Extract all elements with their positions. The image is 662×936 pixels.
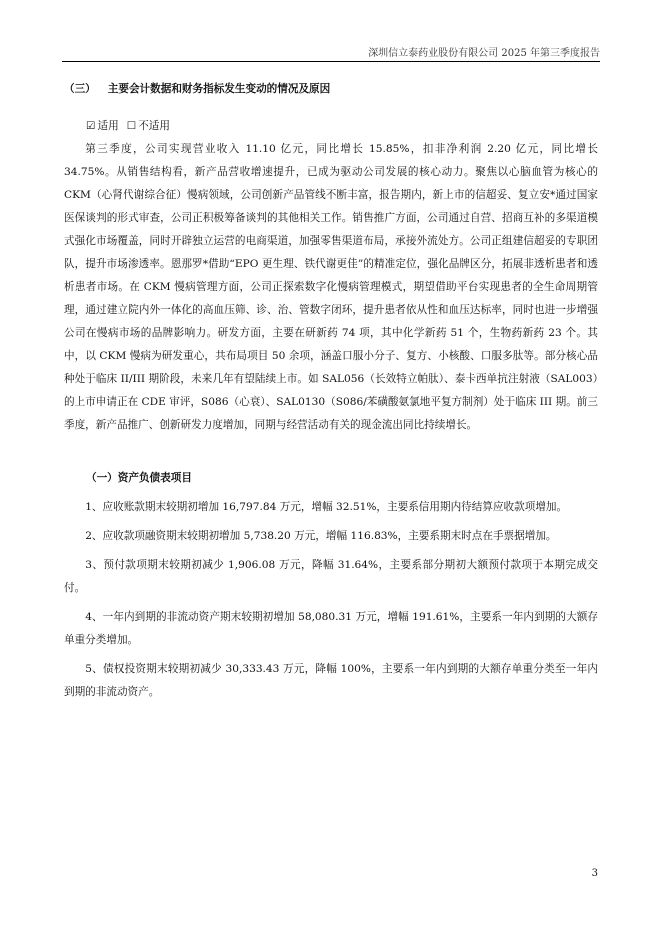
section-title: 主要会计数据和财务指标发生变动的情况及原因 <box>107 83 331 95</box>
balance-item-1: 1、应收账款期末较期初增加 16,797.84 万元，增幅 32.51%，主要系信用期内待结算应收款项增加。 <box>85 501 568 513</box>
not-applicable-label: 不适用 <box>138 120 170 132</box>
page-header-title: 深圳信立泰药业股份有限公司 2025 年第三季度报告 <box>368 48 600 59</box>
balance-item-2: 2、应收款项融资期末较期初增加 5,738.20 万元，增幅 116.83%，主要系期末时点在手票据增加。 <box>85 530 557 542</box>
applicability-options <box>86 115 598 138</box>
q3-analysis-paragraph: 第三季度，公司实现营业收入 11.10 亿元，同比增长 15.85%，扣非净利润 2.20 亿元，同比增长 34.75%。从销售结构看，新产品营收增速提升，已成为驱动公司发展的核心动力。聚焦以心脑血管为核心的 CKM（心肾代谢综合征）慢病领域，公司创新产品管线不断丰富，报告期内，新上市的信超妥、复立安*通过国家医保谈判的形式审查，公司正积极筹备谈判的其他相关工作。销售推广方面，公司通过自营、招商互补的多渠道模式强化市场覆盖，同时开辟独立运营的电商渠道，加强零售渠道布局，承接外流处方。公司正组建信超妥的专职团队，提升市场渗透率。恩那罗*借助“EPO 更生理、铁代谢更佳”的精准定位，强化品牌区分，拓展非透析患者和透析患者市场。在 CKM 慢病管理方面，公司正探索数字化慢病管理模式，期望借助平台实现患者的全生命周期管理，通过建立院内外一体化的高血压筛、诊、治、管数字闭环，提升患者依从性和血压达标率，同时也进一步增强公司在慢病市场的品牌影响力。研发方面，主要在研新药 74 项，其中化学新药 51 个，生物药新药 23 个。其中，以 CKM 慢病为研发重心，共布局项目 50 余项，涵盖口服小分子、复方、小核酸、口服多肽等。部分核心品种处于临床 II/III 期阶段，未来几年有望陆续上市。如 SAL056（长效特立帕肽）、泰卡西单抗注射液（SAL003）的上市申请正在 CDE 审评，S086（心衰）、SAL0130（S086/苯磺酸氨氯地平复方制剂）处于临床 III 期。前三季度，新产品推广、创新研发力度增加，同期与经营活动有关的现金流出同比持续增长。 <box>64 143 598 431</box>
page-number: 3 <box>591 868 598 879</box>
header-divider <box>62 61 600 62</box>
section-heading <box>64 78 598 101</box>
applicable-label: 适用 <box>97 120 119 132</box>
checked-box-icon[interactable]: ☑ <box>86 120 96 132</box>
balance-item-5: 5、债权投资期末较期初减少 30,333.43 万元，降幅 100%，主要系一年内到期的大额存单重分类至一年内到期的非流动资产。 <box>64 663 598 698</box>
section-number: （三） <box>64 83 96 95</box>
balance-item-3: 3、预付款项期末较期初减少 1,906.08 万元，降幅 31.64%，主要系部分期初大额预付款项于本期完成交付。 <box>64 559 598 594</box>
balance-sheet-heading: （一）资产负债表项目 <box>86 472 192 484</box>
unchecked-box-icon[interactable]: ☐ <box>126 120 137 132</box>
balance-item-4: 4、一年内到期的非流动资产期末较期初增加 58,080.31 万元，增幅 191.61%，主要系一年内到期的大额存单重分类增加。 <box>64 611 598 646</box>
page-content <box>64 78 598 710</box>
